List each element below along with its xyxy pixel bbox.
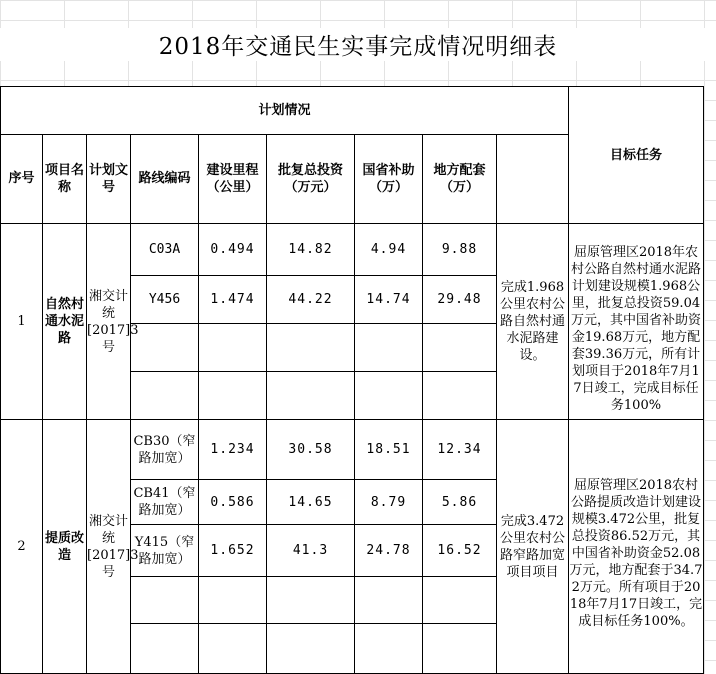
project-target: 完成1.968公里农村公路自然村通水泥路建设。 xyxy=(497,224,569,420)
local-header: 地方配套（万） xyxy=(423,134,497,223)
project-completion: 屈原管理区2018农村公路提质改造计划建设规模3.472公里，批复总投资86.52万元，其中国省补助资金52.08万元，地方配套于34.72万元。所有项目于2018年7月17日竣工，完成目标任务100%。 xyxy=(569,420,704,674)
subsidy-value: 14.74 xyxy=(355,276,423,324)
invest-value: 14.82 xyxy=(267,224,355,276)
project-seq: 1 xyxy=(1,224,43,420)
project-name: 提质改造 xyxy=(43,420,87,674)
length-value: 0.586 xyxy=(199,480,267,525)
plan-group-header: 计划情况 xyxy=(1,87,569,135)
local-value: 16.52 xyxy=(423,525,497,577)
local-value: 9.88 xyxy=(423,224,497,276)
target-header: 目标任务 xyxy=(569,87,704,224)
project-seq: 2 xyxy=(1,420,43,674)
project-doc: 湘交计统[2017]3号 xyxy=(87,224,131,420)
page-title: 2018年交通民生实事完成情况明细表 xyxy=(0,28,716,61)
detail-table xyxy=(0,86,704,674)
route-code: Y415（窄路加宽） xyxy=(131,525,199,577)
project-doc: 湘交计统[2017]3号 xyxy=(87,420,131,674)
route-header: 路线编码 xyxy=(131,134,199,223)
length-header: 建设里程（公里） xyxy=(199,134,267,223)
name-header: 项目名称 xyxy=(43,134,87,223)
doc-header: 计划文号 xyxy=(87,134,131,223)
route-code: C03A xyxy=(131,224,199,276)
length-value: 1.234 xyxy=(199,420,267,480)
length-value: 0.494 xyxy=(199,224,267,276)
invest-header: 批复总投资（万元） xyxy=(267,134,355,223)
subsidy-value: 18.51 xyxy=(355,420,423,480)
invest-value: 44.22 xyxy=(267,276,355,324)
subsidy-value: 8.79 xyxy=(355,480,423,525)
project-name: 自然村通水泥路 xyxy=(43,224,87,420)
local-value: 29.48 xyxy=(423,276,497,324)
invest-value: 14.65 xyxy=(267,480,355,525)
table-row xyxy=(1,224,704,276)
subsidy-value: 4.94 xyxy=(355,224,423,276)
invest-value: 41.3 xyxy=(267,525,355,577)
invest-value: 30.58 xyxy=(267,420,355,480)
length-value: 1.474 xyxy=(199,276,267,324)
subsidy-header: 国省补助（万） xyxy=(355,134,423,223)
local-value: 5.86 xyxy=(423,480,497,525)
seq-header: 序号 xyxy=(1,134,43,223)
local-value: 12.34 xyxy=(423,420,497,480)
length-value: 1.652 xyxy=(199,525,267,577)
table-row xyxy=(1,420,704,480)
route-code: CB30（窄路加宽） xyxy=(131,420,199,480)
project-target: 完成3.472公里农村公路窄路加宽项目项目 xyxy=(497,420,569,674)
route-code: CB41（窄路加宽） xyxy=(131,480,199,525)
route-code: Y456 xyxy=(131,276,199,324)
project-completion: 屈原管理区2018年农村公路自然村通水泥路计划建设规模1.968公里，批复总投资59.04万元，其中国省补助资金19.68万元，地方配套39.36万元，所有计划项目于2018年7月17日竣工，完成目标任务100% xyxy=(569,224,704,420)
subsidy-value: 24.78 xyxy=(355,525,423,577)
